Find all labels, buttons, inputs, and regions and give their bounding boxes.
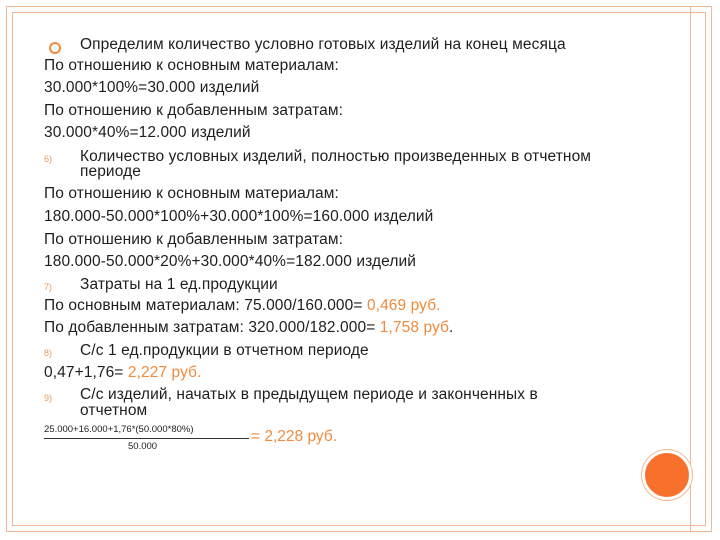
text-line-3: 30.000*100%=30.000 изделий — [44, 79, 260, 96]
text-line-11: Затраты на 1 ед.продукции — [80, 276, 278, 293]
decorative-circle-icon — [642, 450, 692, 500]
text-line-12 — [44, 297, 441, 315]
text-line-5: 30.000*40%=12.000 изделий — [44, 124, 251, 141]
text-line-6a: Количество условных изделий, полностью произведенных в отчетном — [80, 148, 592, 165]
list-number-8: 8) — [44, 348, 53, 358]
text-line-13 — [44, 319, 453, 337]
bullet-ring-icon — [49, 42, 61, 54]
slide-side-line — [690, 6, 691, 532]
text-line-7: По отношению к основным материалам: — [44, 185, 339, 202]
text-line-2: По отношению к основным материалам: — [44, 57, 339, 74]
text-line-6b: периоде — [80, 163, 141, 180]
fraction-result: = 2,228 руб. — [251, 428, 338, 445]
value-unit-cost: 2,227 руб. — [123, 364, 202, 381]
text-line-14: С/с 1 ед.продукции в отчетном периоде — [80, 342, 369, 359]
value-materials: 0,469 руб. — [362, 297, 441, 314]
text-line-9: По отношению к добавленным затратам: — [44, 231, 343, 248]
list-number-7: 7) — [44, 282, 53, 292]
text-line-1: Определим количество условно готовых изделий на конец месяца — [80, 36, 566, 53]
fraction-numerator: 25.000+16.000+1,76*(50.000*80%) — [44, 424, 194, 435]
text-15-label: 0,47+1,76= — [44, 364, 124, 381]
text-line-8: 180.000-50.000*100%+30.000*100%=160.000 изделий — [44, 208, 434, 225]
list-number-6: 6) — [44, 154, 53, 164]
text-line-4: По отношению к добавленным затратам: — [44, 102, 343, 119]
value-added-costs: 1,758 руб — [375, 319, 450, 336]
fraction-bar — [44, 438, 249, 439]
text-12-label: По основным материалам: 75.000/160.000= — [44, 297, 363, 314]
text-line-16b: отчетном — [80, 402, 148, 419]
text-13-dot: . — [449, 319, 454, 336]
text-line-15 — [44, 364, 202, 382]
list-number-9: 9) — [44, 393, 53, 403]
text-13-label: По добавленным затратам: 320.000/182.000= — [44, 319, 376, 336]
text-line-10: 180.000-50.000*20%+30.000*40%=182.000 изделий — [44, 253, 416, 270]
text-line-16a: С/с изделий, начатых в предыдущем периоде и законченных в — [80, 386, 538, 403]
fraction-denominator: 50.000 — [128, 441, 158, 452]
